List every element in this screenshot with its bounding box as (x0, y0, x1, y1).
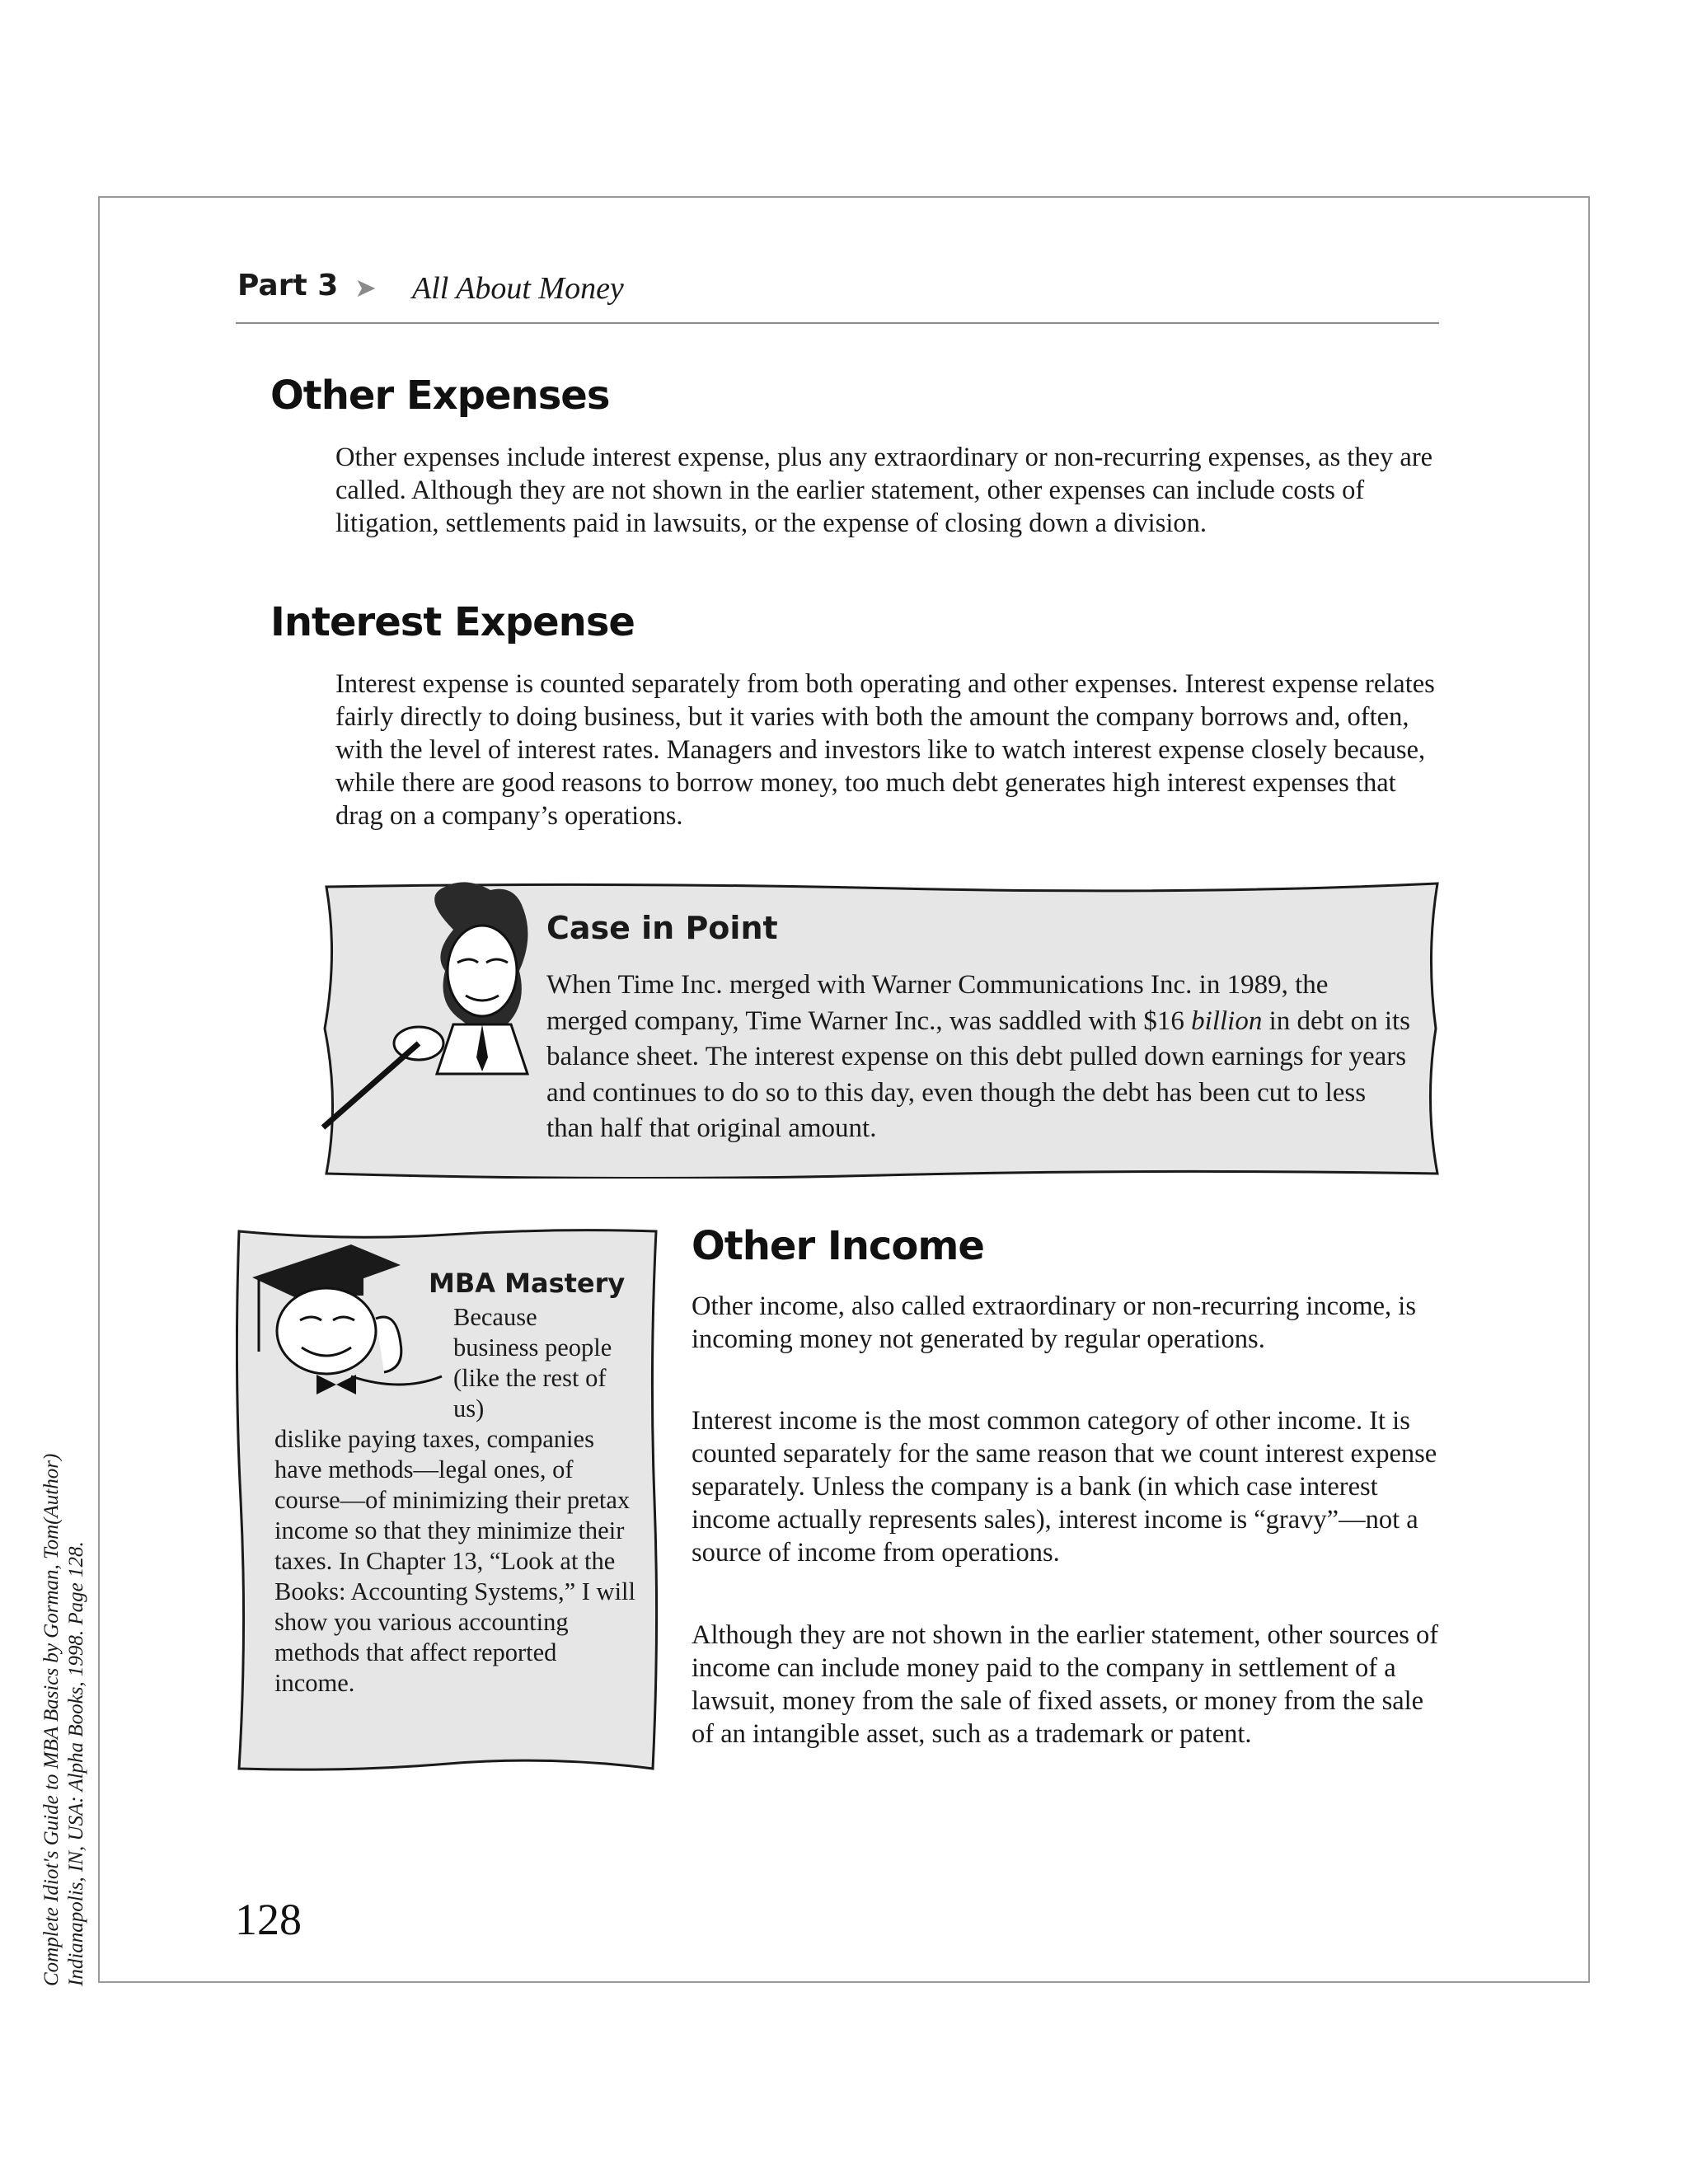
paragraph-other-income-2: Interest income is the most common category of other income. It is counted separately for the same reason that we count interest expense separately. Unless the company is a bank (in which case interest income actually represents sales), interest income is “gravy”—not a source of income from operations. (692, 1406, 1437, 1568)
mba-mastery-text-wide: dislike paying taxes, companies have methods—legal ones, of course—of minimizing their pretax income so that they minimize their taxes. In Chapter 13, “Look at the Books: Accounting Systems,” I will show you various accounting methods that affect reported income. (274, 1425, 636, 1697)
running-header-part: Part 3 (237, 269, 339, 302)
paragraph-other-income-3: Although they are not shown in the earlier statement, other sources of income can include money paid to the company in settlement of a lawsuit, money from the sale of fixed assets, or money from the sale of an intangible asset, such as a trademark or patent. (692, 1620, 1439, 1749)
case-in-point-text (546, 968, 1412, 1147)
side-citation (40, 1409, 89, 1986)
case-text-emphasis: billion (1191, 1005, 1263, 1036)
paragraph-interest-expense: Interest expense is counted separately from both operating and other expenses. Interest expense relates fairly directly to doing business, but it varies with both the amount the company borrows and, often, with the level of interest rates. Managers and investors like to watch interest expense closely because, while there are good reasons to borrow money, too much debt generates high interest expenses that drag on a company’s operations. (335, 669, 1435, 831)
heading-interest-expense: Interest Expense (270, 599, 635, 645)
citation-line-1: Complete Idiot's Guide to MBA Basics by Gorman, Tom(Author) (40, 1453, 63, 1986)
case-text-before: When Time Inc. merged with Warner Communications Inc. in 1989, the merged company, Time Warner Inc., was saddled with $16 (546, 970, 1329, 1036)
header-arrow-icon: ➤ (354, 272, 377, 303)
citation-line-2: Indianapolis, IN, USA: Alpha Books, 1998. Page 128. (65, 1541, 87, 1986)
mba-mastery-text-narrow: Because business people (like the rest of us) (453, 1303, 612, 1422)
paragraph-other-income-1: Other income, also called extraordinary or non-recurring income, is incoming money not generated by regular operations. (692, 1291, 1416, 1354)
case-text-after: in debt on its balance sheet. The interest expense on this debt pulled down earnings for years and continues to do so to this day, even though the debt has been cut to less than half that original amount. (546, 1005, 1411, 1143)
paragraph-other-expenses: Other expenses include interest expense, plus any extraordinary or non-recurring expenses, as they are called. Although they are not shown in the earlier statement, other expenses can include costs of litigation, settlements paid in lawsuits, or the expense of closing down a division. (335, 443, 1433, 538)
heading-other-expenses: Other Expenses (270, 373, 610, 419)
running-header-title: All About Money (412, 271, 624, 306)
case-in-point-title: Case in Point (546, 910, 778, 946)
header-divider (236, 322, 1439, 324)
heading-other-income: Other Income (692, 1223, 984, 1269)
page-number: 128 (235, 1895, 302, 1944)
mba-mastery-title: MBA Mastery (429, 1268, 626, 1299)
